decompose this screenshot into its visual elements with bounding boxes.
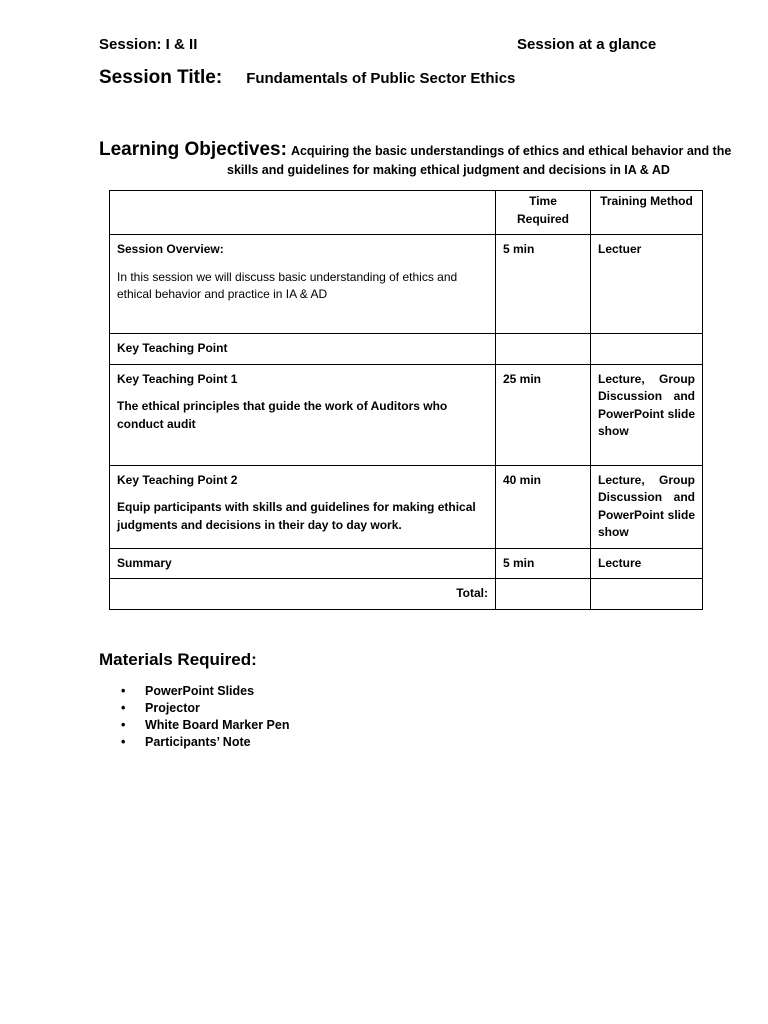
row-title: Key Teaching Point 2 (117, 472, 238, 487)
row-title: Session Overview: (117, 242, 224, 256)
table-row (110, 465, 703, 548)
table-cell-time: 25 min (496, 364, 591, 465)
bullet-icon: • (121, 735, 126, 749)
material-label: Participants’ Note (145, 735, 251, 749)
table-cell-method (591, 334, 703, 365)
material-label: Projector (145, 701, 200, 715)
bullet-icon: • (121, 684, 126, 698)
table-cell-method: Lecture (591, 548, 703, 579)
list-item (99, 700, 289, 717)
table-cell-topic (110, 465, 496, 548)
session-number: Session: I & II (99, 36, 198, 53)
table-header-blank (110, 191, 496, 235)
session-title-text: Fundamentals of Public Sector Ethics (246, 70, 516, 87)
total-time-cell (496, 579, 591, 610)
row-description: Equip participants with skills and guidelines for making ethical judgments and decisions in their day to day work. (117, 500, 476, 532)
table-cell-time: 40 min (496, 465, 591, 548)
bullet-icon: • (121, 718, 126, 732)
table-cell-method: Lectuer (591, 235, 703, 334)
learning-objectives-line-1: Acquiring the basic understandings of ethics and ethical behavior and the (290, 144, 732, 158)
material-label: White Board Marker Pen (145, 718, 290, 732)
table-cell-topic (110, 334, 496, 365)
table-header-row (110, 191, 703, 235)
table-row (110, 364, 703, 465)
list-item (99, 683, 289, 700)
learning-objectives (99, 139, 732, 177)
material-label: PowerPoint Slides (145, 684, 255, 698)
row-title: Key Teaching Point 1 (117, 371, 238, 386)
table-cell-topic (110, 548, 496, 579)
total-label: Total: (110, 579, 496, 610)
row-title: Summary (117, 555, 172, 570)
row-description: In this session we will discuss basic understanding of ethics and ethical behavior and practice in IA & AD (117, 269, 458, 301)
table-header-time: Time Required (496, 191, 591, 235)
learning-objectives-label: Learning Objectives: (99, 139, 287, 160)
table-cell-method: Lecture, Group Discussion and PowerPoint slide show (591, 364, 703, 465)
table-cell-method: Lecture, Group Discussion and PowerPoint slide show (591, 465, 703, 548)
row-title: Key Teaching Point (117, 341, 228, 355)
materials-required-heading: Materials Required: (99, 650, 257, 669)
list-item (99, 734, 289, 751)
table-cell-time (496, 334, 591, 365)
bullet-icon: • (121, 701, 126, 715)
materials-list (99, 683, 289, 751)
table-row (110, 235, 703, 334)
row-description: The ethical principles that guide the work of Auditors who conduct audit (117, 399, 448, 431)
session-at-a-glance: Session at a glance (517, 36, 657, 53)
session-title-row (99, 67, 515, 89)
table-cell-topic (110, 364, 496, 465)
table-total-row (110, 579, 703, 610)
table-cell-time: 5 min (496, 548, 591, 579)
session-plan-table (109, 190, 703, 610)
table-header-method: Training Method (591, 191, 703, 235)
session-title-label: Session Title: (99, 67, 223, 88)
table-cell-time: 5 min (496, 235, 591, 334)
list-item (99, 717, 289, 734)
table-row (110, 334, 703, 365)
table-row (110, 548, 703, 579)
total-method-cell (591, 579, 703, 610)
table-cell-topic (110, 235, 496, 334)
learning-objectives-line-2: skills and guidelines for making ethical judgment and decisions in IA & AD (227, 163, 670, 177)
